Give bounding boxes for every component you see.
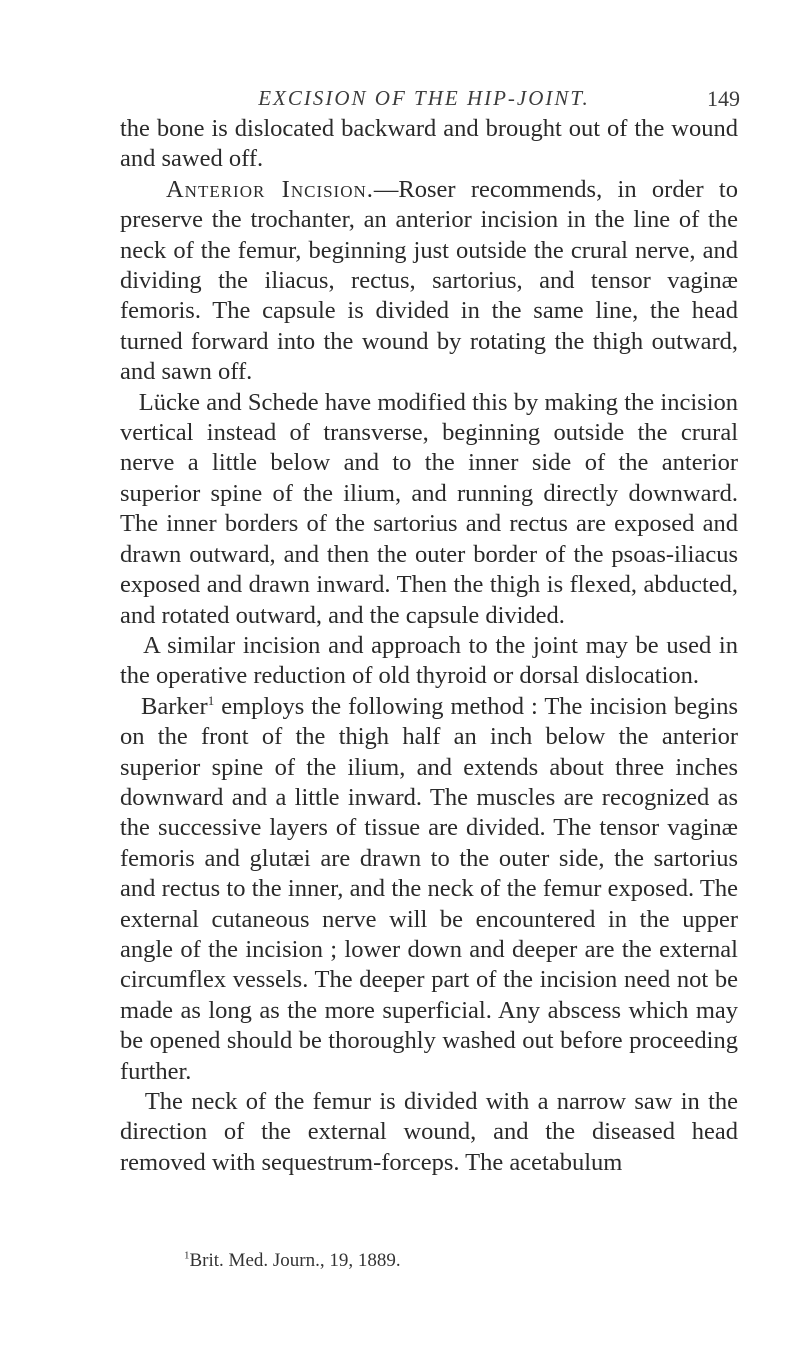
paragraph-4-text: A similar incision and approach to the joint may be used in the operative reduction of old thyroid or dorsal dislocation. [120,631,738,690]
paragraph-6-text: The neck of the femur is divided with a narrow saw in the direction of the external wound, and the diseased head removed with sequestrum-forceps. The acetabulum [120,1088,739,1176]
paragraph-4 [120,631,738,692]
footnote [184,1250,744,1272]
paragraph-3 [120,388,738,631]
paragraph-1 [120,114,738,175]
section-heading: Anterior Incision. [165,175,374,203]
footnote-text: Brit. Med. Journ., 19, 1889. [189,1250,401,1271]
paragraph-anterior-incision [120,175,738,388]
body-text [120,114,738,1178]
paragraph-3-text: Lücke and Schede have modified this by making the incision vertical instead of transverse, beginning outside the crural nerve a little below and to the inner side of the anterior superior spine of the ilium, and running directly downward. The inner borders of the sartorius and rectus are exposed and drawn outward, and then the outer border of the psoas-iliacus exposed and drawn inward. Then the thigh is flexed, abducted, and rotated outward, and the capsule divided. [120,388,738,629]
paragraph-5-text: employs the following method : The incision begins on the front of the thigh half an inch below the anterior superior spine of the ilium, and extends about three inches downward and a little inward. The muscles are recognized as the successive layers of tissue are divided. The tensor vaginæ femoris and glutæi are drawn to the outer side, the sartorius and rectus to the inner, and the neck of the femur exposed. The external cutaneous nerve will be encountered in the upper angle of the incision ; lower down and deeper are the external circumflex vessels. The deeper part of the incision need not be made as long as the more superficial. Any abscess which may be opened should be thoroughly washed out before proceeding further. [120,692,738,1085]
paragraph-1-text: the bone is dislocated backward and brought out of the wound and sawed off. [120,115,738,173]
footnote-marker: 1 [184,1249,190,1262]
footnote-reference: 1 [207,692,215,708]
running-title: EXCISION OF THE HIP-JOINT. [258,86,590,110]
paragraph-5 [120,692,738,1087]
paragraph-6 [120,1087,738,1178]
running-head [120,86,740,116]
author-name: Barker [141,692,208,720]
paragraph-2-text: —Roser recommends, in order to preserve the trochanter, an anterior incision in the line of the neck of the femur, beginning just outside the crural nerve, and dividing the iliacus, rectus, sartorius, and tensor vaginæ femoris. The capsule is divided in the same line, the head turned forward into the wound by rotating the thigh outward, and sawn off. [120,175,738,386]
page-number: 149 [707,86,740,111]
